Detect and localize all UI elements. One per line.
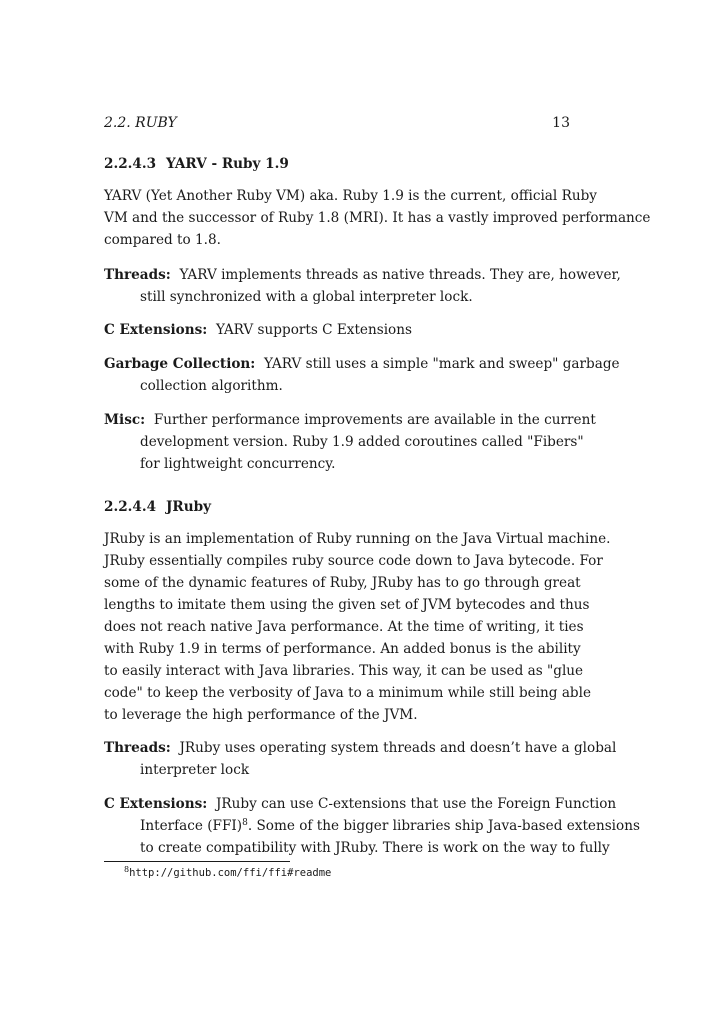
text-line: YARV (Yet Another Ruby VM) aka. Ruby 1.9 is the current, official Ruby [104, 188, 597, 204]
item-term: C Extensions: [104, 322, 208, 338]
footnote [124, 866, 331, 880]
footnote-number: 8 [124, 865, 130, 874]
item-text: still synchronized with a global interpreter lock. [140, 289, 473, 305]
item-term: C Extensions: [104, 796, 208, 812]
footnote-marker[interactable]: 8 [242, 818, 248, 828]
item-text: YARV implements threads as native threads. They are, however, [179, 267, 621, 283]
section-title: JRuby [166, 499, 212, 515]
running-header [104, 113, 570, 133]
item-text: for lightweight concurrency. [140, 456, 336, 472]
jruby-intro-paragraph [104, 528, 611, 726]
yarv-misc-item [104, 409, 604, 475]
text-line: JRuby essentially compiles ruby source code down to Java bytecode. For [104, 553, 603, 569]
section-label: 2.2. RUBY [104, 115, 177, 131]
footnote-url[interactable]: http://github.com/ffi/ffi#readme [129, 867, 332, 879]
yarv-cext-item [104, 319, 604, 341]
jruby-cext-item [104, 793, 640, 859]
yarv-gc-item [104, 353, 620, 397]
item-text: to create compatibility with JRuby. There is work on the way to fully [140, 840, 610, 856]
item-text: JRuby can use C-extensions that use the Foreign Function [215, 796, 617, 812]
yarv-threads-item [104, 264, 621, 308]
jruby-threads-item [104, 737, 617, 781]
item-text: development version. Ruby 1.9 added coroutines called "Fibers" [140, 434, 584, 450]
text-line: with Ruby 1.9 in terms of performance. An added bonus is the ability [104, 641, 581, 657]
section-number: 2.2.4.3 [104, 156, 157, 172]
section-number: 2.2.4.4 [104, 499, 157, 515]
item-text: collection algorithm. [140, 378, 283, 394]
item-text: . Some of the bigger libraries ship Java-based extensions [247, 818, 640, 834]
text-line: does not reach native Java performance. At the time of writing, it ties [104, 619, 584, 635]
text-line: VM and the successor of Ruby 1.8 (MRI). It has a vastly improved performance [104, 210, 651, 226]
yarv-intro-paragraph [104, 185, 651, 251]
item-text: interpreter lock [140, 762, 250, 778]
section-heading-jruby [104, 496, 604, 518]
section-title: YARV - Ruby 1.9 [166, 156, 289, 172]
item-term: Garbage Collection: [104, 356, 256, 372]
footnote-rule [104, 861, 290, 862]
item-term: Threads: [104, 267, 171, 283]
item-text: Interface (FFI) [140, 818, 243, 834]
text-line: code" to keep the verbosity of Java to a minimum while still being able [104, 685, 592, 701]
item-term: Threads: [104, 740, 171, 756]
item-text: JRuby uses operating system threads and doesn’t have a global [179, 740, 617, 756]
item-text: YARV supports C Extensions [215, 322, 412, 338]
page-number: 13 [552, 115, 570, 131]
text-line: to leverage the high performance of the JVM. [104, 707, 418, 723]
text-line: some of the dynamic features of Ruby, JRuby has to go through great [104, 575, 581, 591]
text-line: JRuby is an implementation of Ruby running on the Java Virtual machine. [104, 531, 611, 547]
item-text: YARV still uses a simple "mark and sweep" garbage [264, 356, 620, 372]
text-line: lengths to imitate them using the given set of JVM bytecodes and thus [104, 597, 590, 613]
item-term: Misc: [104, 412, 146, 428]
text-line: to easily interact with Java libraries. This way, it can be used as "glue [104, 663, 584, 679]
text-line: compared to 1.8. [104, 232, 221, 248]
item-text: Further performance improvements are available in the current [153, 412, 596, 428]
section-heading-yarv [104, 153, 604, 175]
